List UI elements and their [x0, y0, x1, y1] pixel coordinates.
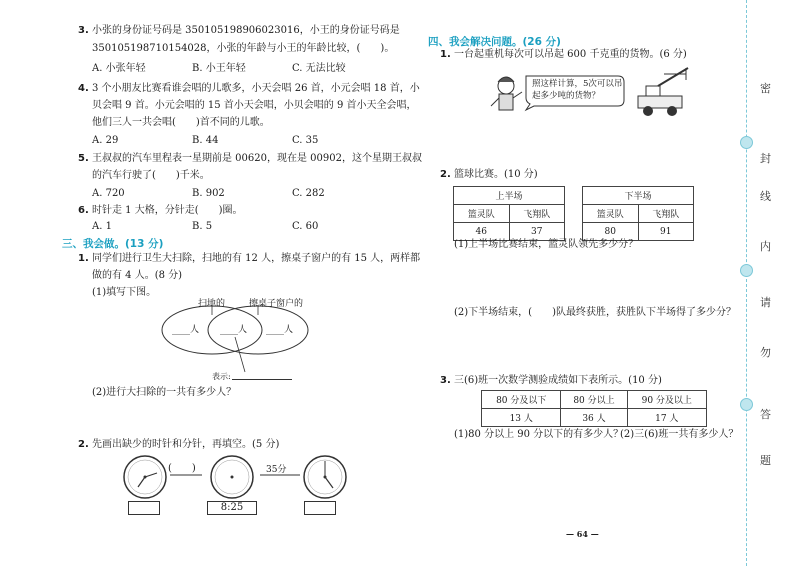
first-half-score-a: 46: [454, 223, 510, 241]
q5-number: 5.: [78, 153, 89, 164]
sidebar-char-1: 密: [760, 82, 771, 95]
r2-sub1: (1)上半场比赛结束，篮灵队领先多少分？: [454, 239, 639, 250]
speech-bubble-line1: 照这样计算，5次可以吊: [532, 79, 623, 89]
first-half-team-b: 飞翔队: [509, 205, 565, 223]
q5-option-c: C. 282: [292, 188, 325, 199]
r3-text-line1: 三(6)班一次数学测验成绩如下表所示。(10 分): [454, 375, 662, 386]
r3-number: 3.: [440, 375, 451, 386]
score-header-2: 80 分以上: [561, 391, 627, 409]
sidebar-char-8: 题: [760, 454, 771, 467]
clock-3-answer-box[interactable]: [304, 501, 336, 515]
crane-truck-icon: [638, 68, 688, 116]
q4-option-a: A. 29: [92, 135, 119, 146]
clock-3-icon: [304, 456, 346, 498]
p1-text-line2: 做的有 4 人。(8 分): [92, 270, 183, 281]
clock-1-icon: [124, 456, 166, 498]
p1-sub1: (1)填写下图。: [92, 287, 157, 298]
r2-text-line1: 篮球比赛。(10 分): [454, 169, 538, 180]
second-half-score-a: 80: [583, 223, 639, 241]
seal-dot-3: [740, 398, 753, 411]
q6-text-line1: 时针走 1 大格，分针走( )圈。: [92, 205, 243, 216]
second-half-team-b: 飞翔队: [638, 205, 694, 223]
q4-option-c: C. 35: [292, 135, 319, 146]
q3-option-c: C. 无法比较: [292, 63, 346, 74]
q3-option-b: B. 小王年轻: [192, 63, 246, 74]
p2-text-line1: 先画出缺少的时针和分针，再填空。(5 分): [92, 439, 280, 450]
second-half-table: [582, 186, 694, 241]
first-half-table: [453, 186, 565, 241]
p2-number: 2.: [78, 439, 89, 450]
score-header-1: 80 分及以下: [482, 391, 561, 409]
first-half-score-b: 37: [509, 223, 565, 241]
q3-option-a: A. 小张年轻: [92, 63, 146, 74]
venn-blank-middle[interactable]: ____人: [220, 325, 248, 335]
first-half-team-a: 篮灵队: [454, 205, 510, 223]
q5-text-line1: 王叔叔的汽车里程表一星期前是 00620，现在是 00902，这个星期王叔叔: [92, 153, 422, 164]
page-number: — 64 —: [566, 529, 599, 539]
clock-1-answer-box[interactable]: [128, 501, 160, 515]
first-half-title: 上半场: [454, 187, 565, 205]
q4-option-b: B. 44: [192, 135, 219, 146]
seal-line: [746, 0, 747, 566]
speech-bubble-line2: 起多少吨的货物？: [532, 91, 601, 101]
q4-text-line2: 贝会唱 9 首。小元会唱的 15 首小天会唱，小贝会唱的 9 首小天全会唱，: [92, 100, 417, 111]
score-table: [481, 390, 707, 427]
q6-option-c: C. 60: [292, 221, 319, 232]
p1-text-line1: 同学们进行卫生大扫除，扫地的有 12 人，擦桌子窗户的有 15 人，两样都: [92, 253, 421, 264]
q3-text-line1: 小张的身份证号码是 350105198906023016，小王的身份证号码是: [92, 25, 400, 36]
clock-2-time-box: 8:25: [207, 501, 257, 515]
venn-key-line[interactable]: [232, 379, 292, 380]
q5-option-a: A. 720: [92, 188, 125, 199]
girl-icon: [491, 77, 522, 110]
sidebar-char-2: 封: [760, 152, 771, 165]
r2-number: 2.: [440, 169, 451, 180]
q4-text-line3: 他们三人一共会唱( )首不同的儿歌。: [92, 117, 270, 128]
r2-sub2: (2)下半场结束，( )队最终获胜，获胜队下半场得了多少分？: [454, 307, 736, 318]
q5-option-b: B. 902: [192, 188, 225, 199]
q6-option-b: B. 5: [192, 221, 213, 232]
second-half-title: 下半场: [583, 187, 694, 205]
r3-sub1: (1)80 分以上 90 分以下的有多少人？: [454, 429, 624, 440]
q3-text-line2: 350105198710154028，小张的年龄与小王的年龄比较，( )。: [92, 43, 395, 54]
clock-interval-label: 35分: [266, 465, 287, 475]
sidebar-char-6: 勿: [760, 346, 771, 359]
r1-number: 1.: [440, 49, 451, 60]
q4-text-line1: 3 个小朋友比赛看谁会唱的儿歌多，小天会唱 26 首，小元会唱 18 首，小: [92, 83, 420, 94]
r3-sub2: (2)三(6)班一共有多少人？: [620, 429, 739, 440]
sidebar-char-5: 请: [760, 296, 771, 309]
r1-text-line1: 一台起重机每次可以吊起 600 千克重的货物。(6 分): [454, 49, 687, 60]
clock-paren-blank[interactable]: ( ): [168, 463, 196, 474]
sidebar-char-7: 答: [760, 408, 771, 421]
second-half-team-a: 篮灵队: [583, 205, 639, 223]
score-value-2: 36 人: [561, 409, 627, 427]
p1-number: 1.: [78, 253, 89, 264]
q4-number: 4.: [78, 83, 89, 94]
venn-label-window: 擦桌子窗户的: [249, 299, 304, 309]
sidebar-char-4: 内: [760, 240, 771, 253]
score-value-1: 13 人: [482, 409, 561, 427]
q6-number: 6.: [78, 205, 89, 216]
sidebar-char-3: 线: [760, 190, 771, 203]
section-4-heading: 四、我会解决问题。(26 分): [428, 36, 561, 48]
seal-dot-1: [740, 136, 753, 149]
q6-option-a: A. 1: [92, 221, 112, 232]
section-3-heading: 三、我会做。(13 分): [62, 238, 164, 250]
score-header-3: 90 分及以上: [627, 391, 706, 409]
venn-blank-left[interactable]: ____人: [172, 325, 200, 335]
clock-2-icon: [211, 456, 253, 498]
p1-sub2: (2)进行大扫除的一共有多少人？: [92, 387, 237, 398]
seal-dot-2: [740, 264, 753, 277]
q3-number: 3.: [78, 25, 89, 36]
venn-key-label: 表示:: [212, 372, 231, 381]
venn-label-sweep: 扫地的: [198, 299, 226, 309]
score-value-3: 17 人: [627, 409, 706, 427]
second-half-score-b: 91: [638, 223, 694, 241]
venn-blank-right[interactable]: ____人: [266, 325, 294, 335]
q5-text-line2: 的汽车行驶了( )千米。: [92, 170, 210, 181]
